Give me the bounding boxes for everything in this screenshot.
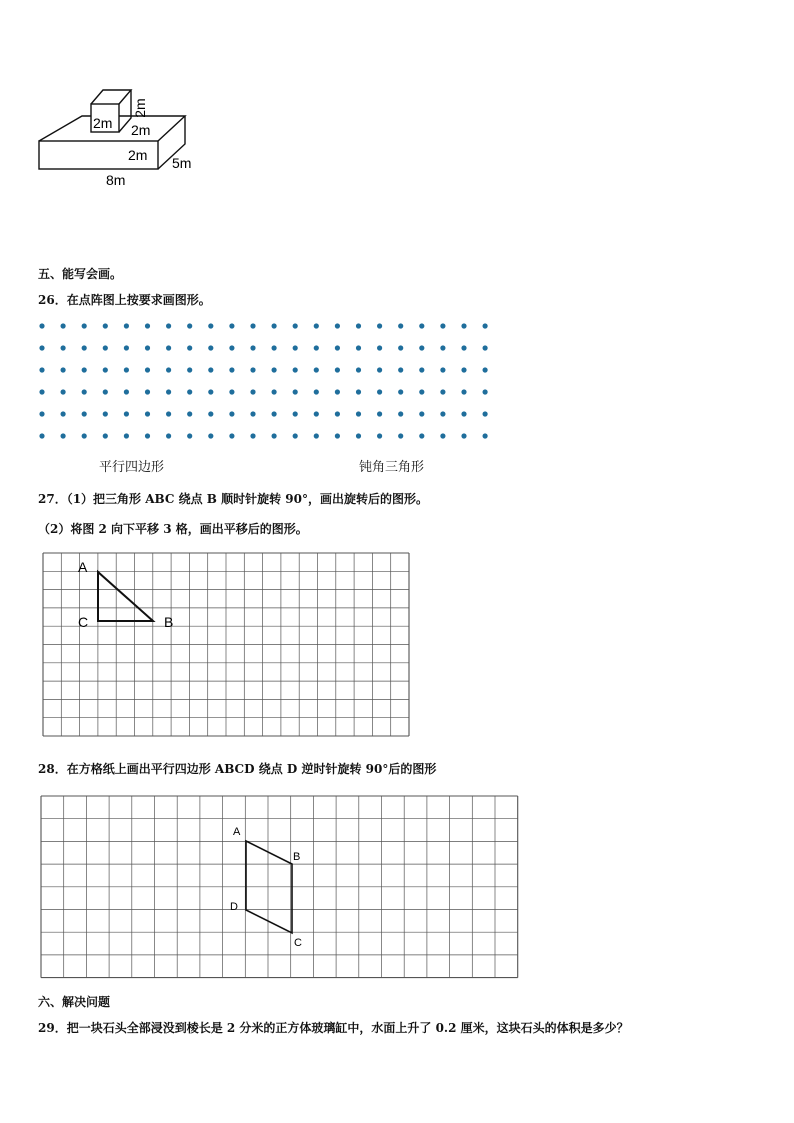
grid-dot: [356, 345, 361, 350]
grid-dot: [166, 345, 171, 350]
grid-dot: [483, 389, 488, 394]
grid-dot: [335, 323, 340, 328]
point-a-label: A: [78, 559, 88, 575]
grid-dot: [440, 367, 445, 372]
grid-28[interactable]: [40, 795, 522, 983]
grid-dot: [356, 411, 361, 416]
grid-dot: [377, 411, 382, 416]
grid-dot: [314, 411, 319, 416]
grid-dot: [314, 367, 319, 372]
grid-dot: [293, 345, 298, 350]
grid-dot: [208, 323, 213, 328]
base-length-label: 8m: [106, 172, 126, 188]
grid-dot: [61, 323, 66, 328]
grid-dot: [461, 367, 466, 372]
grid-dot: [145, 323, 150, 328]
grid-dot: [461, 389, 466, 394]
grid-dot: [103, 367, 108, 372]
grid-dot: [377, 433, 382, 438]
grid-dot: [124, 367, 129, 372]
section-5-title: 五、能写会画。: [38, 267, 123, 281]
grid-dot: [61, 367, 66, 372]
grid-dot: [250, 389, 255, 394]
grid-dot: [208, 411, 213, 416]
grid-dot: [250, 323, 255, 328]
question-28: 28．在方格纸上画出平行四边形 ABCD 绕点 D 逆时针旋转 90°后的图形: [38, 762, 437, 776]
grid-dot: [419, 367, 424, 372]
grid-dot: [440, 411, 445, 416]
grid-dot: [187, 433, 192, 438]
grid-dot: [145, 433, 150, 438]
grid-dot: [398, 323, 403, 328]
base-height-label: 2m: [128, 147, 148, 163]
grid-dot: [166, 411, 171, 416]
grid-dot: [187, 367, 192, 372]
grid-dot: [124, 345, 129, 350]
grid-dot: [250, 345, 255, 350]
grid-dot: [398, 389, 403, 394]
point-b-label-28: B: [293, 851, 301, 863]
grid-dot: [187, 345, 192, 350]
grid-dot: [272, 433, 277, 438]
grid-dot: [145, 411, 150, 416]
grid-dot: [440, 433, 445, 438]
grid-dot: [208, 345, 213, 350]
top-width-label: 2m: [131, 122, 151, 138]
parallelogram-label: 平行四边形: [99, 460, 165, 475]
point-c-label: C: [78, 614, 89, 630]
grid-dot: [335, 367, 340, 372]
grid-dot: [398, 367, 403, 372]
grid-dot: [124, 411, 129, 416]
grid-dot: [293, 389, 298, 394]
grid-dot: [483, 345, 488, 350]
grid-dot: [419, 323, 424, 328]
question-27-part1: 27．（1）把三角形 ABC 绕点 B 顺时针旋转 90°，画出旋转后的图形。: [38, 492, 429, 506]
grid-dot: [39, 323, 44, 328]
grid-dot: [187, 389, 192, 394]
grid-dot: [124, 433, 129, 438]
grid-dot: [419, 433, 424, 438]
question-29: 29．把一块石头全部浸没到棱长是 2 分米的正方体玻璃缸中，水面上升了 0.2 厘米，这块石头的体积是多少？: [38, 1021, 629, 1035]
grid-dot: [187, 323, 192, 328]
question-27-part2: （2）将图 2 向下平移 3 格，画出平移后的图形。: [38, 522, 308, 536]
grid-dot: [250, 367, 255, 372]
grid-dot: [82, 345, 87, 350]
grid-dot: [82, 433, 87, 438]
grid-dot: [377, 345, 382, 350]
grid-dot: [166, 389, 171, 394]
grid-dot: [229, 411, 234, 416]
grid-dot: [419, 345, 424, 350]
grid-dot: [61, 411, 66, 416]
grid-dot: [293, 433, 298, 438]
grid-dot: [398, 411, 403, 416]
point-a-label-28: A: [233, 826, 241, 838]
grid-dot: [314, 389, 319, 394]
grid-dot: [461, 411, 466, 416]
grid-dot: [229, 389, 234, 394]
grid-dot: [293, 367, 298, 372]
grid-27[interactable]: [40, 550, 420, 745]
grid-dot: [483, 411, 488, 416]
grid-dot: [229, 367, 234, 372]
section-6-title: 六、解决问题: [38, 995, 111, 1009]
grid-dot: [61, 433, 66, 438]
grid-dot: [250, 411, 255, 416]
grid-dot: [461, 323, 466, 328]
grid-dot: [124, 389, 129, 394]
grid-dot: [82, 411, 87, 416]
grid-dot: [61, 345, 66, 350]
grid-dot: [145, 367, 150, 372]
grid-dot: [145, 345, 150, 350]
grid-dot: [483, 433, 488, 438]
grid-dot: [103, 433, 108, 438]
question-26: 26．在点阵图上按要求画图形。: [38, 293, 211, 307]
point-c-label-28: C: [294, 937, 302, 949]
grid-dot: [39, 433, 44, 438]
grid-dot: [398, 345, 403, 350]
grid-dot: [39, 345, 44, 350]
grid-dot: [335, 345, 340, 350]
small-height-label: 2m: [132, 98, 148, 118]
grid-dot: [483, 367, 488, 372]
grid-dot: [377, 389, 382, 394]
grid-dot: [293, 411, 298, 416]
grid-dot: [103, 389, 108, 394]
stacked-cuboid-figure: [30, 80, 210, 195]
grid-dot: [124, 323, 129, 328]
grid-dot: [419, 389, 424, 394]
grid-dot: [39, 367, 44, 372]
grid-dot: [272, 323, 277, 328]
grid-dot: [103, 345, 108, 350]
grid-dot: [377, 323, 382, 328]
dot-grid[interactable]: [30, 318, 520, 443]
grid-dot: [272, 389, 277, 394]
grid-dot: [39, 411, 44, 416]
grid-dot: [483, 323, 488, 328]
grid-dot: [208, 433, 213, 438]
point-d-label-28: D: [230, 901, 238, 913]
grid-dot: [461, 433, 466, 438]
grid-dot: [166, 433, 171, 438]
grid-dot: [166, 323, 171, 328]
grid-dot: [461, 345, 466, 350]
grid-dot: [166, 367, 171, 372]
grid-dot: [208, 389, 213, 394]
grid-dot: [314, 345, 319, 350]
grid-dot: [293, 323, 298, 328]
grid-dot: [440, 323, 445, 328]
grid-dot: [335, 433, 340, 438]
grid-dot: [356, 323, 361, 328]
grid-dot: [356, 367, 361, 372]
small-front-label: 2m: [93, 115, 113, 131]
grid-dot: [272, 367, 277, 372]
grid-dot: [335, 389, 340, 394]
grid-dot: [82, 389, 87, 394]
grid-dot: [440, 345, 445, 350]
point-b-label: B: [164, 614, 174, 630]
base-depth-label: 5m: [172, 155, 192, 171]
grid-dot: [272, 345, 277, 350]
grid-dot: [440, 389, 445, 394]
grid-dot: [272, 411, 277, 416]
grid-dot: [82, 367, 87, 372]
grid-dot: [356, 389, 361, 394]
grid-dot: [229, 323, 234, 328]
grid-dot: [145, 389, 150, 394]
grid-dot: [229, 345, 234, 350]
grid-dot: [335, 411, 340, 416]
grid-dot: [82, 323, 87, 328]
grid-dot: [39, 389, 44, 394]
triangle-abc: [98, 572, 153, 621]
grid-dot: [229, 433, 234, 438]
grid-dot: [398, 433, 403, 438]
grid-dot: [419, 411, 424, 416]
grid-dot: [250, 433, 255, 438]
grid-dot: [103, 411, 108, 416]
grid-dot: [61, 389, 66, 394]
grid-dot: [187, 411, 192, 416]
grid-dot: [103, 323, 108, 328]
grid-dot: [208, 367, 213, 372]
grid-dot: [314, 433, 319, 438]
grid-dot: [377, 367, 382, 372]
grid-dot: [314, 323, 319, 328]
obtuse-triangle-label: 钝角三角形: [359, 460, 425, 475]
grid-dot: [356, 433, 361, 438]
